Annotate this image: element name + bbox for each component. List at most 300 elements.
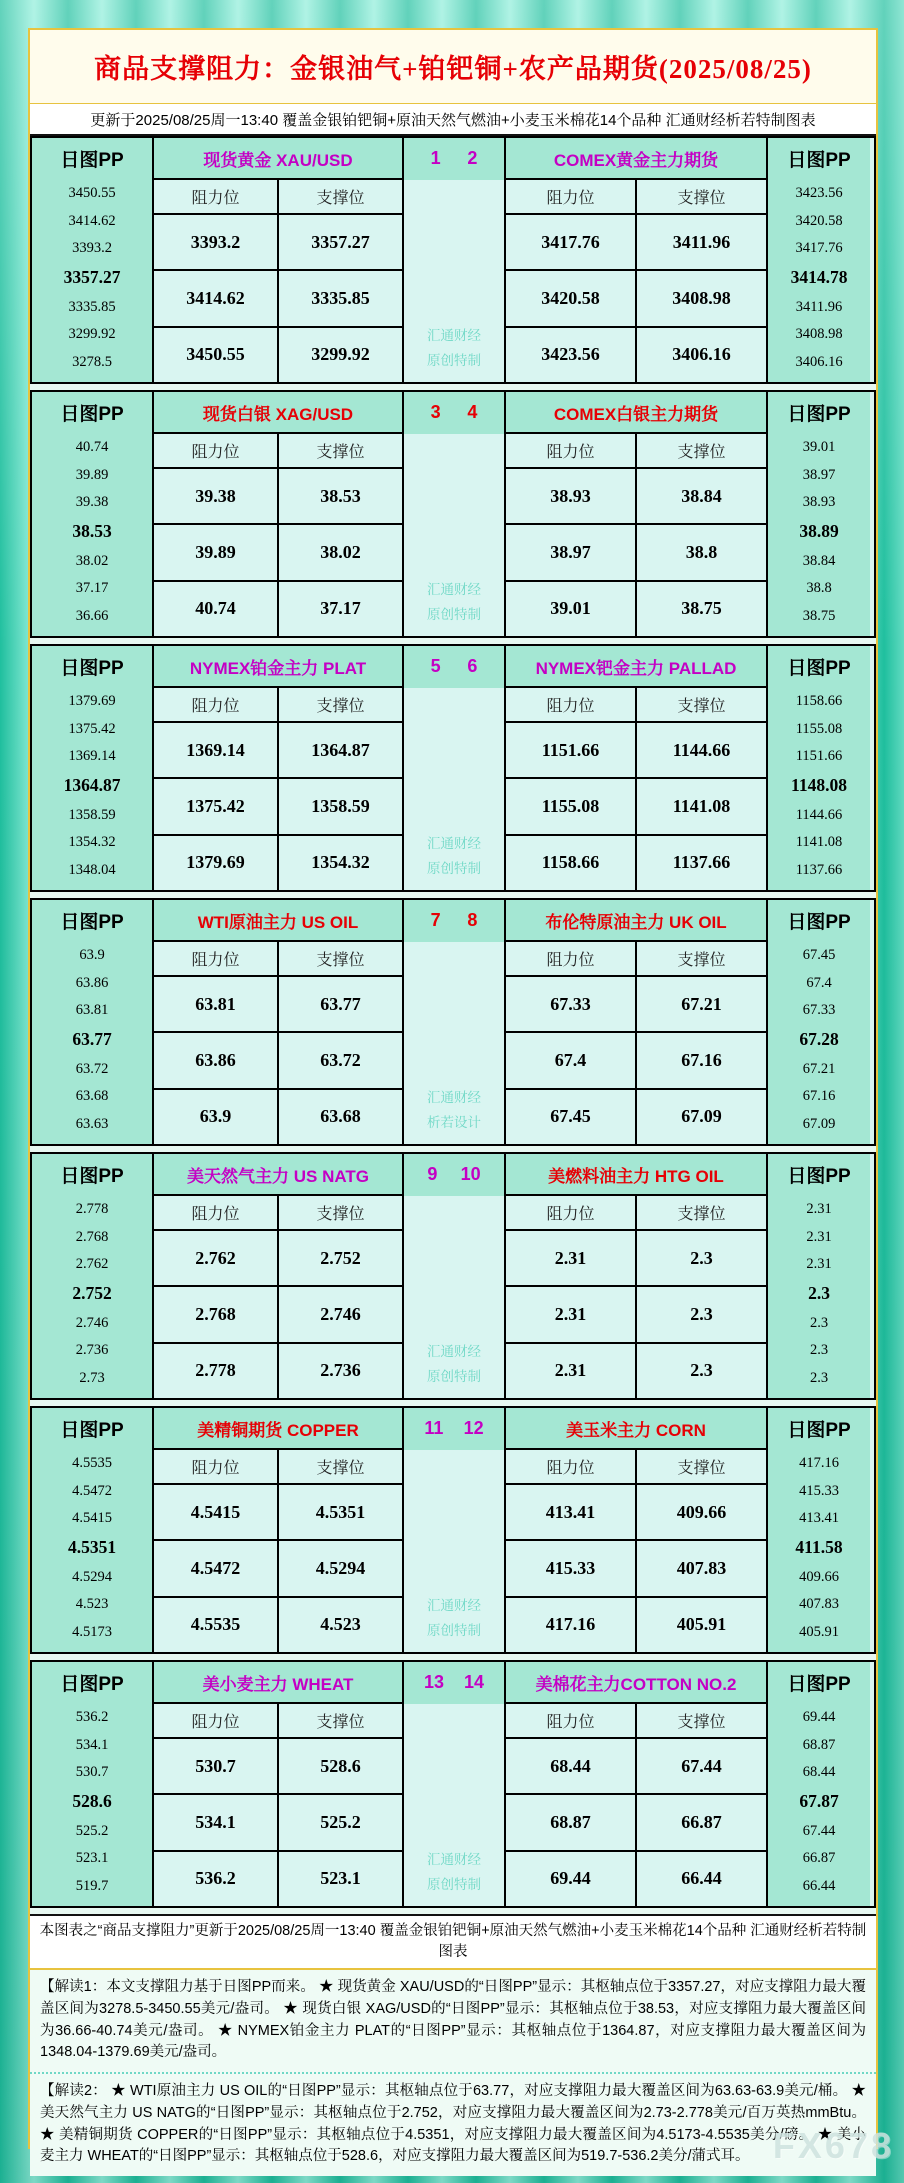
support-value: 4.5294: [315, 1557, 366, 1578]
left-ladder-values: [32, 1194, 152, 1398]
support-value: 2.746: [320, 1303, 361, 1324]
ladder-pivot-value: 2.3: [808, 1283, 830, 1304]
ladder-value-s3: 405.91: [799, 1623, 839, 1640]
resistance-column-header: 阻力位: [154, 1196, 279, 1229]
resistance-value: 2.762: [154, 1231, 279, 1285]
left-ladder-values: [32, 940, 152, 1144]
support-value: 67.09: [681, 1106, 722, 1127]
support-value: 3335.85: [311, 287, 370, 308]
footer-summary: 本图表之“商品支撑阻力”更新于2025/08/25周一13:40 覆盖金银铂钯铜+原油天然气燃油+小麦玉米棉花14个品种 汇通财经析若特制图表: [30, 1914, 876, 1970]
ladder-value-r3: 2.31: [806, 1201, 832, 1218]
resistance-value: 63.9: [154, 1090, 279, 1144]
table-row: [506, 1598, 766, 1652]
left-ladder-column: [32, 1154, 154, 1398]
pair-number-left: 13: [423, 1671, 444, 1692]
left-rs-table: [154, 1194, 402, 1398]
left-rs-table-header: [154, 942, 402, 977]
resistance-value: 3393.2: [154, 215, 279, 269]
ladder-value-r2: 2.768: [75, 1228, 109, 1245]
right-instrument-panel: [506, 1662, 766, 1906]
table-row: [506, 1795, 766, 1851]
pair-number-right: 14: [463, 1671, 484, 1692]
pair-middle-cell: [404, 434, 504, 636]
ladder-value-s2: 38.8: [806, 580, 832, 597]
table-row: [154, 836, 402, 890]
left-ladder-values: [32, 1702, 152, 1906]
table-row: [154, 1852, 402, 1906]
support-column-header: 支撑位: [316, 444, 365, 461]
ladder-value-r3: 63.9: [79, 947, 105, 964]
table-row: [506, 836, 766, 890]
pair-number-right: 2: [467, 147, 478, 168]
right-instrument-title: 美棉花主力COTTON NO.2: [535, 1674, 737, 1694]
ladder-value-r2: 2.31: [806, 1228, 832, 1245]
right-instrument-title: 美燃料油主力 HTG OIL: [548, 1166, 724, 1186]
ladder-value-s1: 409.66: [799, 1568, 839, 1585]
left-rs-table-header: [154, 688, 402, 723]
table-row: [506, 525, 766, 581]
pair-numbers: [404, 392, 504, 434]
right-instrument-panel: [506, 900, 766, 1144]
right-ladder-column: [766, 900, 870, 1144]
site-watermark-line2: 原创特制: [427, 353, 481, 369]
table-row: [154, 977, 402, 1033]
update-subtitle: 更新于2025/08/25周一13:40 覆盖金银铂钯铜+原油天然气燃油+小麦玉米棉花14个品种 汇通财经析若特制图表: [90, 111, 816, 129]
table-row: [506, 582, 766, 636]
support-column-header: 支撑位: [677, 1714, 726, 1731]
table-row: [154, 525, 402, 581]
ladder-value-s1: 1358.59: [68, 806, 116, 823]
resistance-column-header: 阻力位: [506, 1704, 637, 1737]
right-ladder-header: 日图PP: [787, 1165, 851, 1187]
ladder-value-r3: 4.5535: [72, 1455, 112, 1472]
resistance-value: 2.768: [154, 1287, 279, 1341]
resistance-column-header: 阻力位: [154, 688, 279, 721]
ladder-value-s2: 4.523: [75, 1596, 109, 1613]
support-value: 407.83: [676, 1557, 727, 1578]
table-row: [154, 1795, 402, 1851]
support-column-header: 支撑位: [316, 1206, 365, 1223]
support-value: 3357.27: [311, 231, 370, 252]
left-ladder-header: 日图PP: [60, 403, 124, 425]
support-value: 2.736: [320, 1360, 361, 1381]
ladder-value-r2: 63.86: [75, 974, 109, 991]
ladder-value-s1: 2.3: [809, 1314, 829, 1331]
ladder-value-r1: 67.33: [802, 1002, 836, 1019]
pair-index-column: [402, 1662, 506, 1906]
table-row: [506, 723, 766, 779]
pair-middle-cell: [404, 1450, 504, 1652]
site-watermark-line1: 汇通财经: [427, 581, 481, 597]
right-rs-table-header: [506, 1450, 766, 1485]
commodity-block: [30, 898, 876, 1146]
ladder-value-s2: 2.736: [75, 1342, 109, 1359]
left-ladder-header: 日图PP: [60, 1673, 124, 1695]
ladder-value-s2: 66.87: [802, 1850, 836, 1867]
ladder-pivot-value: 2.752: [72, 1283, 112, 1304]
ladder-value-s3: 519.7: [75, 1877, 109, 1894]
pair-number-left: 1: [430, 147, 441, 168]
footer-note-2: 【解读2： ★ WTI原油主力 US OIL的“日图PP”显示：其枢轴点位于63.77，对应支撑阻力最大覆盖区间为63.63-63.9美元/桶。 ★ 美天然气主力 US NATG的“日图PP”显示：其枢轴点位于2.752，对应支撑阻力最大覆盖区间为2.73-2.778美元/百万英热mmBtu。 ★ 美精铜期货 COPPER的“日图PP”显示：其枢轴点位于4.5351，对应支撑阻力最大覆盖区间为4.5173-4.5535美分/磅。 ★ 美小麦主力 WHEAT的“日图PP”显示：其枢轴点位于528.6，对应支撑阻力最大覆盖区间为519.7-536.2美分/蒲式耳。: [30, 2072, 876, 2176]
right-instrument-title: COMEX黄金主力期货: [553, 150, 719, 170]
right-rs-table: [506, 1194, 766, 1398]
table-row: [154, 1739, 402, 1795]
support-value: 63.68: [320, 1106, 361, 1127]
support-value: 38.84: [681, 485, 722, 506]
table-row: [506, 1287, 766, 1343]
right-instrument-panel: [506, 138, 766, 382]
support-value: 2.3: [690, 1303, 713, 1324]
ladder-value-r1: 3393.2: [72, 240, 112, 257]
resistance-column-header: 阻力位: [506, 942, 637, 975]
table-row: [506, 1485, 766, 1541]
support-value: 1137.66: [672, 852, 731, 873]
resistance-value: 39.89: [154, 525, 279, 579]
resistance-value: 4.5535: [154, 1598, 279, 1652]
ladder-value-s3: 1137.66: [795, 861, 843, 878]
right-ladder-header: 日图PP: [787, 911, 851, 933]
right-rs-table: [506, 686, 766, 890]
support-value: 2.3: [690, 1247, 713, 1268]
resistance-value: 69.44: [506, 1852, 637, 1906]
support-value: 38.53: [320, 485, 361, 506]
left-instrument-title: 现货白银 XAG/USD: [202, 404, 354, 424]
pair-index-column: [402, 646, 506, 890]
resistance-column-header: 阻力位: [154, 1704, 279, 1737]
commodity-block: [30, 1406, 876, 1654]
left-ladder-header: 日图PP: [60, 911, 124, 933]
resistance-value: 530.7: [154, 1739, 279, 1793]
pair-middle-cell: [404, 180, 504, 382]
pair-index-column: [402, 1408, 506, 1652]
right-rs-table-header: [506, 1196, 766, 1231]
support-value: 4.523: [320, 1614, 361, 1635]
pair-number-right: 10: [460, 1163, 481, 1184]
support-value: 67.21: [681, 993, 722, 1014]
table-row: [154, 215, 402, 271]
ladder-value-s1: 38.02: [75, 552, 109, 569]
site-watermark-line1: 汇通财经: [427, 1851, 481, 1867]
ladder-pivot-value: 528.6: [72, 1791, 112, 1812]
pair-number-right: 4: [467, 401, 478, 422]
support-value: 63.72: [320, 1049, 361, 1070]
subtitle-bar: [30, 104, 876, 136]
right-ladder-column: [766, 1408, 870, 1652]
ladder-value-s3: 67.09: [802, 1115, 836, 1132]
support-value: 405.91: [676, 1614, 727, 1635]
right-ladder-header: 日图PP: [787, 149, 851, 171]
resistance-value: 417.16: [506, 1598, 637, 1652]
left-ladder-column: [32, 900, 154, 1144]
support-column-header: 支撑位: [677, 1460, 726, 1477]
left-ladder-column: [32, 646, 154, 890]
site-watermark-line1: 汇通财经: [427, 1597, 481, 1613]
ladder-value-r1: 2.762: [75, 1256, 109, 1273]
right-instrument-title: 布伦特原油主力 UK OIL: [545, 912, 727, 932]
resistance-value: 63.81: [154, 977, 279, 1031]
pair-number-left: 11: [424, 1417, 444, 1438]
table-row: [506, 1541, 766, 1597]
left-ladder-column: [32, 1408, 154, 1652]
table-row: [154, 1541, 402, 1597]
site-watermark-line1: 汇通财经: [427, 327, 481, 343]
table-row: [154, 1231, 402, 1287]
right-rs-table: [506, 432, 766, 636]
table-row: [506, 1090, 766, 1144]
resistance-value: 2.31: [506, 1344, 637, 1398]
site-watermark: [427, 577, 481, 628]
left-instrument-panel: [154, 1408, 402, 1652]
right-ladder-values: [768, 686, 870, 890]
ladder-value-s2: 67.16: [802, 1088, 836, 1105]
ladder-value-r3: 1379.69: [68, 693, 116, 710]
resistance-value: 534.1: [154, 1795, 279, 1849]
resistance-value: 1158.66: [506, 836, 637, 890]
resistance-column-header: 阻力位: [506, 688, 637, 721]
left-instrument-title: 美小麦主力 WHEAT: [202, 1674, 354, 1694]
ladder-value-s1: 3335.85: [68, 298, 116, 315]
table-row: [154, 1287, 402, 1343]
table-row: [154, 1598, 402, 1652]
left-rs-table-header: [154, 1704, 402, 1739]
left-ladder-values: [32, 1448, 152, 1652]
ladder-value-s1: 63.72: [75, 1060, 109, 1077]
resistance-value: 415.33: [506, 1541, 637, 1595]
ladder-value-r2: 4.5472: [72, 1482, 112, 1499]
right-instrument-title: COMEX白银主力期货: [553, 404, 719, 424]
pair-middle-cell: [404, 1196, 504, 1398]
resistance-value: 1379.69: [154, 836, 279, 890]
ladder-pivot-value: 67.87: [799, 1791, 839, 1812]
ladder-value-r2: 39.89: [75, 466, 109, 483]
ladder-value-r3: 3423.56: [795, 185, 843, 202]
ladder-value-s1: 2.746: [75, 1314, 109, 1331]
pair-index-column: [402, 138, 506, 382]
left-rs-table-header: [154, 1450, 402, 1485]
left-rs-table: [154, 1448, 402, 1652]
left-instrument-title: NYMEX铂金主力 PLAT: [189, 658, 367, 678]
ladder-value-s1: 4.5294: [72, 1568, 112, 1585]
site-watermark-line2: 原创特制: [427, 1877, 481, 1893]
left-ladder-values: [32, 178, 152, 382]
resistance-value: 63.86: [154, 1033, 279, 1087]
ladder-value-r3: 2.778: [75, 1201, 109, 1218]
table-row: [154, 1344, 402, 1398]
ladder-pivot-value: 38.89: [799, 521, 839, 542]
resistance-value: 1369.14: [154, 723, 279, 777]
ladder-value-r1: 530.7: [75, 1764, 109, 1781]
site-watermark: [427, 831, 481, 882]
left-instrument-panel: [154, 1154, 402, 1398]
resistance-value: 67.33: [506, 977, 637, 1031]
site-watermark: [427, 323, 481, 374]
main-panel: [28, 28, 878, 2165]
table-row: [506, 469, 766, 525]
resistance-value: 3450.55: [154, 328, 279, 382]
ladder-value-s3: 2.3: [809, 1369, 829, 1386]
support-value: 3406.16: [672, 344, 731, 365]
resistance-value: 2.31: [506, 1231, 637, 1285]
ladder-pivot-value: 1148.08: [791, 775, 847, 796]
support-value: 38.75: [681, 598, 722, 619]
ladder-value-s1: 38.84: [802, 552, 836, 569]
pair-index-column: [402, 900, 506, 1144]
right-ladder-values: [768, 1448, 870, 1652]
table-row: [506, 1231, 766, 1287]
site-watermark-line1: 汇通财经: [427, 1089, 481, 1105]
left-ladder-column: [32, 392, 154, 636]
ladder-value-r1: 3417.76: [795, 240, 843, 257]
site-watermark-line2: 析若设计: [427, 1115, 481, 1131]
resistance-value: 67.4: [506, 1033, 637, 1087]
support-column-header: 支撑位: [677, 952, 726, 969]
resistance-value: 68.87: [506, 1795, 637, 1849]
table-row: [154, 779, 402, 835]
ladder-value-s3: 4.5173: [72, 1623, 112, 1640]
site-watermark-line2: 原创特制: [427, 861, 481, 877]
site-watermark-line2: 原创特制: [427, 1369, 481, 1385]
right-instrument-panel: [506, 1408, 766, 1652]
left-ladder-column: [32, 1662, 154, 1906]
pair-numbers: [404, 138, 504, 180]
left-ladder-header: 日图PP: [60, 1419, 124, 1441]
table-row: [154, 469, 402, 525]
ladder-value-r2: 67.4: [806, 974, 832, 991]
left-instrument-title: 现货黄金 XAU/USD: [203, 150, 353, 170]
ladder-value-r1: 1369.14: [68, 748, 116, 765]
support-value: 1144.66: [672, 739, 731, 760]
site-watermark: [427, 1847, 481, 1898]
table-row: [506, 215, 766, 271]
left-instrument-title: 美天然气主力 US NATG: [187, 1166, 369, 1186]
ladder-value-s3: 3406.16: [795, 353, 843, 370]
ladder-value-s3: 2.73: [79, 1369, 105, 1386]
support-column-header: 支撑位: [677, 698, 726, 715]
right-instrument-title: 美玉米主力 CORN: [566, 1420, 706, 1440]
pair-numbers: [404, 1154, 504, 1196]
resistance-value: 39.38: [154, 469, 279, 523]
ladder-value-s3: 66.44: [802, 1877, 836, 1894]
resistance-value: 4.5472: [154, 1541, 279, 1595]
support-value: 2.752: [320, 1247, 361, 1268]
site-watermark-line1: 汇通财经: [427, 835, 481, 851]
ladder-value-s1: 1144.66: [795, 806, 843, 823]
left-instrument-panel: [154, 1662, 402, 1906]
left-rs-table: [154, 940, 402, 1144]
support-value: 1354.32: [311, 852, 370, 873]
resistance-value: 40.74: [154, 582, 279, 636]
resistance-column-header: 阻力位: [506, 180, 637, 213]
resistance-value: 2.31: [506, 1287, 637, 1341]
pair-number-right: 6: [467, 655, 478, 676]
resistance-value: 38.97: [506, 525, 637, 579]
support-column-header: 支撑位: [677, 444, 726, 461]
right-instrument-panel: [506, 392, 766, 636]
resistance-column-header: 阻力位: [154, 942, 279, 975]
ladder-value-r1: 63.81: [75, 1002, 109, 1019]
right-ladder-column: [766, 1154, 870, 1398]
ladder-value-r1: 4.5415: [72, 1510, 112, 1527]
table-row: [506, 1344, 766, 1398]
support-value: 67.44: [681, 1755, 722, 1776]
resistance-value: 2.778: [154, 1344, 279, 1398]
ladder-value-s1: 67.44: [802, 1822, 836, 1839]
table-row: [154, 1485, 402, 1541]
ladder-value-s2: 407.83: [799, 1596, 839, 1613]
left-instrument-panel: [154, 392, 402, 636]
ladder-value-s3: 63.63: [75, 1115, 109, 1132]
left-rs-table-header: [154, 180, 402, 215]
ladder-value-s1: 3411.96: [795, 298, 843, 315]
right-ladder-values: [768, 178, 870, 382]
ladder-pivot-value: 1364.87: [63, 775, 121, 796]
support-value: 4.5351: [315, 1501, 366, 1522]
support-column-header: 支撑位: [316, 190, 365, 207]
table-row: [154, 271, 402, 327]
ladder-value-s3: 36.66: [75, 607, 109, 624]
resistance-column-header: 阻力位: [506, 1196, 637, 1229]
pair-numbers: [404, 1408, 504, 1450]
ladder-value-r1: 2.31: [806, 1256, 832, 1273]
left-rs-table: [154, 1702, 402, 1906]
title-bar: [30, 30, 876, 104]
left-ladder-values: [32, 432, 152, 636]
support-value: 2.3: [690, 1360, 713, 1381]
ladder-value-s1: 525.2: [75, 1822, 109, 1839]
pair-number-right: 12: [463, 1417, 484, 1438]
site-watermark-line1: 汇通财经: [427, 1343, 481, 1359]
support-value: 1358.59: [311, 795, 370, 816]
support-value: 63.77: [320, 993, 361, 1014]
fx678-brand-watermark: FX678: [772, 2125, 894, 2166]
right-ladder-values: [768, 1702, 870, 1906]
resistance-column-header: 阻力位: [154, 180, 279, 213]
ladder-pivot-value: 63.77: [72, 1029, 112, 1050]
ladder-value-r2: 1155.08: [795, 720, 843, 737]
table-row: [506, 328, 766, 382]
ladder-value-r1: 413.41: [799, 1510, 839, 1527]
ladder-pivot-value: 3414.78: [790, 267, 848, 288]
page-title: 商品支撑阻力：金银油气+铂钯铜+农产品期货(2025/08/25): [94, 54, 812, 84]
right-rs-table: [506, 1702, 766, 1906]
ladder-value-r3: 69.44: [802, 1709, 836, 1726]
commodity-block: [30, 136, 876, 384]
ladder-pivot-value: 4.5351: [67, 1537, 117, 1558]
right-ladder-values: [768, 940, 870, 1144]
support-value: 66.44: [681, 1868, 722, 1889]
left-instrument-title: 美精铜期货 COPPER: [197, 1420, 359, 1440]
pair-numbers: [404, 646, 504, 688]
resistance-column-header: 阻力位: [506, 434, 637, 467]
resistance-value: 1151.66: [506, 723, 637, 777]
left-ladder-column: [32, 138, 154, 382]
support-value: 1141.08: [672, 795, 731, 816]
resistance-value: 68.44: [506, 1739, 637, 1793]
support-value: 3411.96: [672, 231, 731, 252]
resistance-column-header: 阻力位: [506, 1450, 637, 1483]
left-instrument-panel: [154, 900, 402, 1144]
resistance-value: 413.41: [506, 1485, 637, 1539]
support-value: 3408.98: [672, 287, 731, 308]
table-row: [154, 1033, 402, 1089]
support-column-header: 支撑位: [316, 698, 365, 715]
ladder-value-s2: 1141.08: [795, 834, 843, 851]
ladder-value-s3: 3278.5: [72, 353, 112, 370]
ladder-value-s2: 63.68: [75, 1088, 109, 1105]
left-rs-table-header: [154, 1196, 402, 1231]
pair-middle-cell: [404, 688, 504, 890]
ladder-value-r2: 415.33: [799, 1482, 839, 1499]
